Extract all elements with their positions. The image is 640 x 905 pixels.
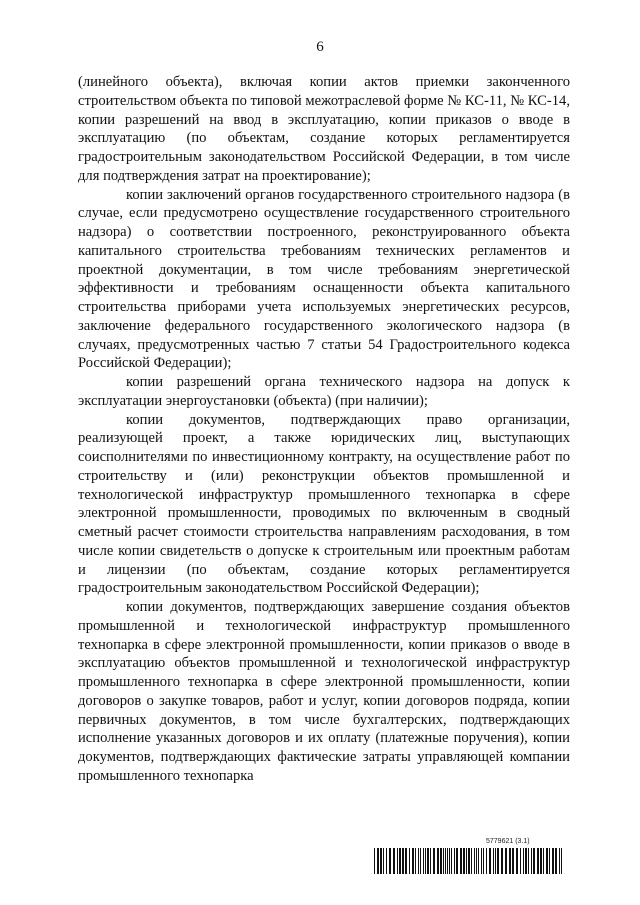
page-number: 6 <box>316 39 324 55</box>
barcode-icon <box>374 848 562 874</box>
paragraph-2: копии заключений органов государственного строительного надзора (в случае, если предусмотрено осуществление государственного строительного надзора) о соответствии построенного, реконструированного объекта капитального строительства требованиям технических регламентов и проектной документации, в том числе требованиям энергетической эффективности и требованиям оснащенности объекта капитального строительства приборами учета используемых энергетических ресурсов, заключение федерального государственного экологического надзора (в случаях, предусмотренных частью 7 статьи 54 Градостроительного кодекса Российской Федерации); <box>78 186 570 372</box>
paragraph-5: копии документов, подтверждающих завершение создания объектов промышленной и технологической инфраструктур промышленного технопарка в сфере электронной промышленности, копии приказов о вводе в эксплуатацию объектов промышленной и технологической инфраструктур промышленного технопарка в сфере электронной промышленности, копии договоров о закупке товаров, работ и услуг, копии договоров подряда, копии первичных документов, в том числе бухгалтерских, подтверждающих исполнение указанных договоров и их оплату (платежные поручения), копии документов, подтверждающих фактические затраты управляющей компании промышленного технопарка <box>78 599 570 784</box>
paragraph-1: (линейного объекта), включая копии актов приемки законченного строительством объекта по типовой межотраслевой форме № КС-11, № КС-14, копии разрешений на ввод в эксплуатацию, копии приказов о вводе в эксплуатацию (по объектам, создание которых регламентируется градостроительным законодательством Российской Федерации, в том числе для подтверждения затрат на проектирование); <box>78 74 570 184</box>
body-text <box>78 73 570 786</box>
barcode-label: 5779621 (3.1) <box>486 838 530 845</box>
paragraph-4: копии документов, подтверждающих право организации, реализующей проект, а также юридических лиц, выступающих соисполнителями по инвестиционному контракту, на осуществление работ по строительству и (или) реконструкции объектов промышленной и технологической инфраструктур промышленного технопарка в сфере электронной промышленности, проводимых по включенным в сводный сметный расчет стоимости строительства направлениям расходования, в том числе копии свидетельств о допуске к строительным или проектным работам и лицензии (по объектам, создание которых регламентируется градостроительным законодательством Российской Федерации); <box>78 411 570 597</box>
paragraph-3: копии разрешений органа технического надзора на допуск к эксплуатации энергоустановки (объекта) (при наличии); <box>78 374 570 409</box>
